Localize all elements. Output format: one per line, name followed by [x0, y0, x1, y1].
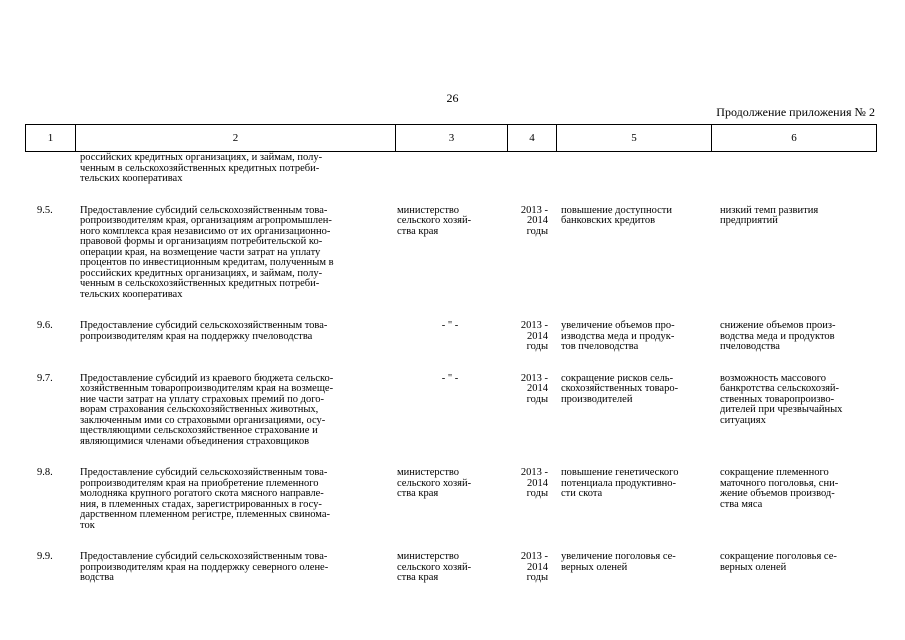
consequence-risk-line: ситуациях — [720, 414, 766, 426]
measure-description-line: молодняка крупного рогатого скота мясного направле- — [80, 488, 324, 499]
implementation-years — [507, 468, 556, 531]
measure-description-line: ропроизводителям края на поддержку северного олене- — [80, 561, 329, 573]
column-header-3: 3 — [396, 125, 508, 151]
consequence-risk-line: сокращение племенного — [720, 467, 829, 478]
measure-description-line: процентов по инвестиционным кредитам, полученным в — [80, 257, 334, 268]
implementation-years — [507, 321, 556, 353]
expected-result-line: тов пчеловодства — [561, 341, 639, 352]
executor — [395, 153, 507, 185]
measure-description-line: ществляющими сельскохозяйственное страхование и — [80, 425, 318, 436]
consequence-risk — [711, 552, 875, 584]
measure-description-line: ние части затрат на уплату страховых премий по дого- — [80, 393, 324, 405]
implementation-years — [507, 552, 556, 584]
expected-result-line: повышение доступности — [561, 204, 672, 216]
consequence-risk-line: дителей при чрезвычайных — [720, 404, 843, 415]
measure-description-line: ворам страхования сельскохозяйственных животных, — [80, 404, 319, 415]
measure-description-line: ропроизводителям края на приобретение племенного — [80, 477, 319, 489]
consequence-risk-line: пчеловодства — [720, 341, 780, 352]
consequence-risk-line: снижение объемов произ- — [720, 320, 836, 331]
executor-line: сельского хозяй- — [397, 477, 472, 489]
measure-description-line: Предоставление субсидий сельскохозяйственным това- — [80, 467, 328, 478]
measure-description-line: российских кредитных организациях, и займам, полу- — [80, 267, 323, 279]
expected-result — [556, 374, 711, 448]
measure-description-line: правовой формы и организациям потребительской ко- — [80, 236, 323, 247]
implementation-years-line: 2014 — [527, 477, 548, 489]
executor-line: сельского хозяй- — [397, 561, 472, 573]
consequence-risk-line: сокращение поголовья се- — [720, 551, 837, 562]
table-row — [25, 206, 877, 301]
implementation-years-line: 2014 — [527, 215, 548, 226]
executor-line: министерство — [397, 467, 460, 478]
row-number: 9.7. — [37, 372, 53, 384]
expected-result-line: увеличение объемов про- — [561, 320, 675, 331]
expected-result-line: верных оленей — [561, 561, 628, 573]
implementation-years-line: 2013 - — [520, 551, 548, 562]
measure-description-line: хозяйственным товаропроизводителям края на возмеще- — [80, 383, 334, 394]
expected-result-line: банковских кредитов — [561, 215, 656, 226]
expected-result-line: сокращение рисков сель- — [561, 372, 674, 384]
expected-result — [556, 153, 711, 185]
measure-description-line: ченным в сельскохозяйственных кредитных потреби- — [80, 278, 320, 289]
implementation-years-line: годы — [526, 488, 548, 499]
consequence-risk — [711, 374, 875, 448]
column-header-6: 6 — [791, 132, 797, 144]
consequence-risk — [711, 468, 875, 531]
measure-description-line: ропроизводителям края, организациям агропромышлен- — [80, 215, 332, 226]
expected-result — [556, 321, 711, 353]
executor — [395, 468, 507, 531]
executor-line: - " - — [441, 320, 459, 331]
table-row — [25, 153, 877, 185]
executor — [395, 552, 507, 584]
measure-description — [75, 321, 395, 353]
implementation-years-line: годы — [526, 393, 548, 405]
measure-description-line: ного комплекса края независимо от их организационно- — [80, 225, 331, 237]
consequence-risk-line: низкий темп развития — [720, 204, 819, 216]
expected-result-line: потенциала продуктивно- — [561, 477, 677, 489]
measure-description-line: являющимися членами объединения страховщиков — [80, 435, 310, 447]
measure-description-line: ток — [80, 519, 95, 531]
consequence-risk-line: предприятий — [720, 215, 778, 226]
row-number: 9.5. — [37, 204, 53, 216]
measure-description — [75, 552, 395, 584]
implementation-years-line: 2013 - — [520, 372, 548, 384]
measure-description — [75, 153, 395, 185]
executor-line: ства края — [397, 572, 439, 583]
table-row — [25, 468, 877, 531]
measure-description-line: ропроизводителям края на поддержку пчеловодства — [80, 330, 313, 342]
implementation-years-line: 2014 — [527, 383, 548, 394]
consequence-risk-line: ственных товаропроизво- — [720, 393, 835, 405]
table-header — [25, 124, 877, 152]
expected-result-line: скохозяйственных товаро- — [561, 383, 679, 394]
implementation-years-line: 2013 - — [520, 204, 548, 216]
consequence-risk-line: верных оленей — [720, 561, 787, 573]
expected-result — [556, 468, 711, 531]
executor-line: сельского хозяй- — [397, 215, 472, 226]
consequence-risk-line: водства меда и продуктов — [720, 330, 835, 342]
executor-line: - " - — [441, 372, 459, 384]
executor-line: ства края — [397, 488, 439, 499]
row-number: 9.6. — [37, 320, 53, 331]
expected-result-line: производителей — [561, 393, 633, 405]
measure-description-line: дарственном племенном регистре, племенных свинома- — [80, 509, 331, 520]
table-row — [25, 321, 877, 353]
expected-result-line: сти скота — [561, 488, 603, 499]
expected-result-line: увеличение поголовья се- — [561, 551, 676, 562]
consequence-risk — [711, 321, 875, 353]
consequence-risk-line: возможность массового — [720, 372, 827, 384]
executor-line: министерство — [397, 204, 460, 216]
implementation-years-line: 2014 — [527, 330, 548, 342]
expected-result-line: изводства меда и продук- — [561, 330, 675, 342]
column-header-5: 5 — [557, 125, 712, 151]
consequence-risk-line: жение объемов производ- — [720, 488, 835, 499]
measure-description-line: российских кредитных организациях, и займам, полу- — [80, 152, 323, 163]
row-number: 9.8. — [37, 467, 53, 478]
executor — [395, 321, 507, 353]
consequence-risk — [711, 153, 875, 185]
measure-description-line: тельских кооперативах — [80, 173, 183, 184]
measure-description-line: заключенным ими со страховыми организациями, осу- — [80, 414, 326, 426]
measure-description-line: Предоставление субсидий сельскохозяйственным това- — [80, 320, 328, 331]
row-number: 9.9. — [37, 551, 53, 562]
implementation-years — [507, 153, 556, 185]
table-row — [25, 374, 877, 448]
consequence-risk-line: банкротства сельскохозяй- — [720, 383, 840, 394]
executor — [395, 374, 507, 448]
implementation-years-line: 2013 - — [520, 320, 548, 331]
expected-result — [556, 552, 711, 584]
executor-line: ства края — [397, 225, 439, 237]
page-number: 26 — [446, 91, 459, 105]
implementation-years-line: годы — [526, 341, 548, 352]
measure-description-line: ченным в сельскохозяйственных кредитных потреби- — [80, 162, 320, 174]
measure-description-line: водства — [80, 572, 114, 583]
implementation-years-line: 2014 — [527, 561, 548, 573]
measure-description-line: Предоставление субсидий сельскохозяйственным това- — [80, 551, 328, 562]
measure-description-line: ния, в племенных стадах, зарегистрированных в госу- — [80, 498, 322, 510]
row-number — [25, 153, 75, 185]
implementation-years-line: 2013 - — [520, 467, 548, 478]
executor-line: министерство — [397, 551, 460, 562]
measure-description-line: операции края, на возмещение части затрат на уплату — [80, 246, 321, 258]
implementation-years — [507, 374, 556, 448]
measure-description-line: Предоставление субсидий из краевого бюджета сельско- — [80, 372, 334, 384]
executor — [395, 206, 507, 301]
expected-result — [556, 206, 711, 301]
column-header-1: 1 — [26, 125, 76, 151]
column-header-4: 4 — [508, 125, 557, 151]
expected-result-line: повышение генетического — [561, 467, 679, 478]
implementation-years-line: годы — [526, 225, 548, 237]
continuation-label: Продолжение приложения № 2 — [716, 105, 875, 119]
consequence-risk-line: ства мяса — [720, 498, 763, 510]
measure-description — [75, 468, 395, 531]
measure-description-line: Предоставление субсидий сельскохозяйственным това- — [80, 204, 328, 216]
implementation-years-line: годы — [526, 572, 548, 583]
measure-description — [75, 374, 395, 448]
table-row — [25, 552, 877, 584]
measure-description — [75, 206, 395, 301]
consequence-risk — [711, 206, 875, 301]
table-body — [25, 153, 877, 584]
consequence-risk-line: маточного поголовья, сни- — [720, 477, 839, 489]
column-header-2: 2 — [76, 125, 396, 151]
measure-description-line: тельских кооперативах — [80, 288, 183, 300]
implementation-years — [507, 206, 556, 301]
